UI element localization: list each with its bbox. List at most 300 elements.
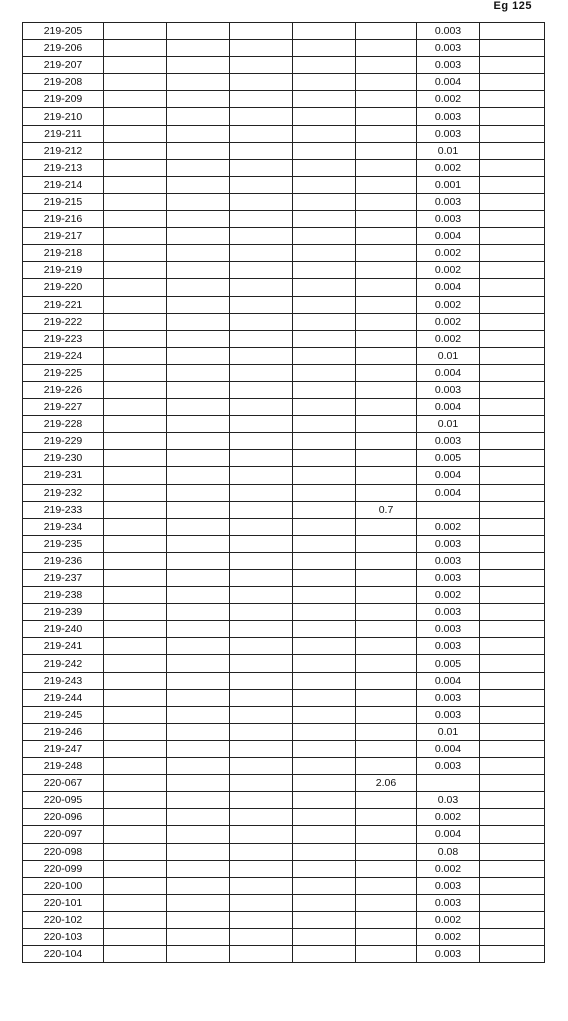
- empty-cell: [104, 638, 167, 655]
- sample-id-cell: 219-215: [23, 193, 104, 210]
- value-cell-col6: [356, 946, 417, 963]
- table-row: [23, 689, 545, 706]
- empty-cell: [104, 176, 167, 193]
- value-cell-col7: 0.003: [417, 108, 480, 125]
- value-cell-col7: 0.004: [417, 228, 480, 245]
- empty-cell: [104, 74, 167, 91]
- value-cell-col6: [356, 433, 417, 450]
- empty-cell: [167, 330, 230, 347]
- empty-cell: [293, 775, 356, 792]
- empty-cell: [480, 740, 545, 757]
- data-table: [22, 22, 545, 963]
- empty-cell: [167, 843, 230, 860]
- empty-cell: [230, 877, 293, 894]
- sample-id-cell: 219-221: [23, 296, 104, 313]
- empty-cell: [480, 587, 545, 604]
- value-cell-col6: [356, 381, 417, 398]
- sample-id-cell: 219-206: [23, 40, 104, 57]
- empty-cell: [104, 911, 167, 928]
- empty-cell: [293, 142, 356, 159]
- table-row: [23, 723, 545, 740]
- empty-cell: [167, 723, 230, 740]
- empty-cell: [167, 775, 230, 792]
- table-row: [23, 877, 545, 894]
- empty-cell: [293, 655, 356, 672]
- empty-cell: [104, 40, 167, 57]
- table-row: [23, 928, 545, 945]
- empty-cell: [167, 193, 230, 210]
- value-cell-col6: [356, 638, 417, 655]
- empty-cell: [104, 672, 167, 689]
- empty-cell: [230, 176, 293, 193]
- value-cell-col7: 0.01: [417, 723, 480, 740]
- empty-cell: [480, 245, 545, 262]
- empty-cell: [104, 159, 167, 176]
- table-row: [23, 330, 545, 347]
- empty-cell: [230, 587, 293, 604]
- empty-cell: [104, 775, 167, 792]
- table-row: [23, 758, 545, 775]
- value-cell-col6: [356, 740, 417, 757]
- empty-cell: [480, 347, 545, 364]
- empty-cell: [230, 775, 293, 792]
- empty-cell: [230, 347, 293, 364]
- empty-cell: [104, 313, 167, 330]
- empty-cell: [230, 91, 293, 108]
- empty-cell: [480, 911, 545, 928]
- value-cell-col7: 0.004: [417, 740, 480, 757]
- empty-cell: [230, 689, 293, 706]
- empty-cell: [167, 347, 230, 364]
- value-cell-col7: 0.002: [417, 928, 480, 945]
- value-cell-col7: 0.002: [417, 91, 480, 108]
- empty-cell: [104, 826, 167, 843]
- empty-cell: [480, 758, 545, 775]
- value-cell-col6: [356, 843, 417, 860]
- empty-cell: [293, 689, 356, 706]
- table-row: [23, 381, 545, 398]
- sample-id-cell: 219-205: [23, 23, 104, 40]
- empty-cell: [293, 330, 356, 347]
- value-cell-col6: [356, 758, 417, 775]
- table-row: [23, 296, 545, 313]
- empty-cell: [104, 91, 167, 108]
- value-cell-col6: [356, 792, 417, 809]
- empty-cell: [104, 399, 167, 416]
- empty-cell: [230, 535, 293, 552]
- table-row: [23, 159, 545, 176]
- empty-cell: [167, 228, 230, 245]
- sample-id-cell: 220-101: [23, 894, 104, 911]
- sample-id-cell: 219-243: [23, 672, 104, 689]
- empty-cell: [167, 91, 230, 108]
- empty-cell: [104, 843, 167, 860]
- empty-cell: [230, 484, 293, 501]
- sample-id-cell: 219-214: [23, 176, 104, 193]
- empty-cell: [480, 775, 545, 792]
- empty-cell: [480, 364, 545, 381]
- table-row: [23, 946, 545, 963]
- value-cell-col7: 0.01: [417, 347, 480, 364]
- empty-cell: [104, 518, 167, 535]
- sample-id-cell: 219-220: [23, 279, 104, 296]
- value-cell-col7: 0.002: [417, 245, 480, 262]
- empty-cell: [480, 860, 545, 877]
- empty-cell: [480, 416, 545, 433]
- table-row: [23, 57, 545, 74]
- empty-cell: [293, 552, 356, 569]
- empty-cell: [293, 928, 356, 945]
- value-cell-col6: [356, 74, 417, 91]
- empty-cell: [293, 672, 356, 689]
- empty-cell: [293, 621, 356, 638]
- value-cell-col6: [356, 91, 417, 108]
- table-row: [23, 775, 545, 792]
- value-cell-col7: 0.002: [417, 587, 480, 604]
- value-cell-col6: [356, 193, 417, 210]
- empty-cell: [293, 740, 356, 757]
- empty-cell: [230, 364, 293, 381]
- empty-cell: [293, 809, 356, 826]
- table-row: [23, 706, 545, 723]
- empty-cell: [480, 279, 545, 296]
- value-cell-col6: [356, 176, 417, 193]
- empty-cell: [167, 501, 230, 518]
- value-cell-col7: 0.01: [417, 142, 480, 159]
- empty-cell: [104, 279, 167, 296]
- empty-cell: [293, 843, 356, 860]
- empty-cell: [167, 416, 230, 433]
- empty-cell: [230, 860, 293, 877]
- empty-cell: [480, 621, 545, 638]
- value-cell-col7: 0.002: [417, 296, 480, 313]
- value-cell-col7: 0.01: [417, 416, 480, 433]
- value-cell-col7: 0.002: [417, 262, 480, 279]
- empty-cell: [167, 621, 230, 638]
- empty-cell: [104, 262, 167, 279]
- empty-cell: [167, 809, 230, 826]
- empty-cell: [167, 245, 230, 262]
- empty-cell: [167, 211, 230, 228]
- table-row: [23, 860, 545, 877]
- empty-cell: [230, 381, 293, 398]
- value-cell-col7: 0.002: [417, 330, 480, 347]
- empty-cell: [480, 809, 545, 826]
- empty-cell: [293, 758, 356, 775]
- empty-cell: [480, 57, 545, 74]
- empty-cell: [230, 23, 293, 40]
- empty-cell: [480, 108, 545, 125]
- value-cell-col7: 0.004: [417, 399, 480, 416]
- empty-cell: [167, 518, 230, 535]
- empty-cell: [104, 296, 167, 313]
- table-row: [23, 364, 545, 381]
- empty-cell: [230, 758, 293, 775]
- empty-cell: [230, 928, 293, 945]
- value-cell-col7: [417, 775, 480, 792]
- value-cell-col6: [356, 467, 417, 484]
- empty-cell: [230, 142, 293, 159]
- table-row: [23, 211, 545, 228]
- empty-cell: [480, 501, 545, 518]
- empty-cell: [167, 792, 230, 809]
- empty-cell: [167, 604, 230, 621]
- empty-cell: [230, 638, 293, 655]
- empty-cell: [293, 911, 356, 928]
- empty-cell: [104, 877, 167, 894]
- sample-id-cell: 219-232: [23, 484, 104, 501]
- empty-cell: [293, 279, 356, 296]
- empty-cell: [230, 723, 293, 740]
- empty-cell: [230, 108, 293, 125]
- empty-cell: [293, 518, 356, 535]
- value-cell-col6: [356, 211, 417, 228]
- value-cell-col7: 0.003: [417, 535, 480, 552]
- empty-cell: [230, 228, 293, 245]
- sample-id-cell: 219-245: [23, 706, 104, 723]
- empty-cell: [480, 433, 545, 450]
- empty-cell: [230, 57, 293, 74]
- empty-cell: [480, 74, 545, 91]
- value-cell-col6: [356, 552, 417, 569]
- empty-cell: [230, 433, 293, 450]
- empty-cell: [167, 176, 230, 193]
- empty-cell: [293, 245, 356, 262]
- value-cell-col7: 0.002: [417, 911, 480, 928]
- value-cell-col7: 0.001: [417, 176, 480, 193]
- sample-id-cell: 219-248: [23, 758, 104, 775]
- empty-cell: [480, 672, 545, 689]
- empty-cell: [167, 364, 230, 381]
- empty-cell: [230, 74, 293, 91]
- empty-cell: [293, 860, 356, 877]
- value-cell-col6: [356, 125, 417, 142]
- empty-cell: [293, 211, 356, 228]
- empty-cell: [480, 91, 545, 108]
- empty-cell: [480, 193, 545, 210]
- sample-id-cell: 220-100: [23, 877, 104, 894]
- empty-cell: [480, 313, 545, 330]
- table-row: [23, 894, 545, 911]
- empty-cell: [167, 911, 230, 928]
- table-row: [23, 228, 545, 245]
- empty-cell: [293, 108, 356, 125]
- empty-cell: [104, 245, 167, 262]
- empty-cell: [104, 621, 167, 638]
- empty-cell: [293, 826, 356, 843]
- sample-id-cell: 219-210: [23, 108, 104, 125]
- table-row: [23, 313, 545, 330]
- empty-cell: [167, 535, 230, 552]
- value-cell-col6: [356, 655, 417, 672]
- sample-id-cell: 219-241: [23, 638, 104, 655]
- empty-cell: [480, 706, 545, 723]
- empty-cell: [293, 877, 356, 894]
- table-row: [23, 655, 545, 672]
- value-cell-col7: 0.003: [417, 946, 480, 963]
- value-cell-col6: [356, 518, 417, 535]
- empty-cell: [293, 467, 356, 484]
- empty-cell: [167, 552, 230, 569]
- value-cell-col7: 0.003: [417, 552, 480, 569]
- empty-cell: [293, 792, 356, 809]
- empty-cell: [104, 894, 167, 911]
- table-row: [23, 604, 545, 621]
- empty-cell: [480, 228, 545, 245]
- empty-cell: [167, 877, 230, 894]
- empty-cell: [293, 604, 356, 621]
- table-row: [23, 621, 545, 638]
- empty-cell: [167, 74, 230, 91]
- value-cell-col6: [356, 911, 417, 928]
- empty-cell: [480, 484, 545, 501]
- value-cell-col6: [356, 228, 417, 245]
- sample-id-cell: 220-103: [23, 928, 104, 945]
- empty-cell: [104, 587, 167, 604]
- empty-cell: [104, 193, 167, 210]
- empty-cell: [293, 296, 356, 313]
- value-cell-col7: 0.002: [417, 159, 480, 176]
- empty-cell: [230, 159, 293, 176]
- empty-cell: [230, 740, 293, 757]
- empty-cell: [167, 296, 230, 313]
- empty-cell: [167, 655, 230, 672]
- empty-cell: [230, 330, 293, 347]
- empty-cell: [104, 501, 167, 518]
- value-cell-col7: 0.002: [417, 860, 480, 877]
- empty-cell: [480, 450, 545, 467]
- table-row: [23, 467, 545, 484]
- table-row: [23, 911, 545, 928]
- value-cell-col7: [417, 501, 480, 518]
- table-row: [23, 552, 545, 569]
- value-cell-col6: 2.06: [356, 775, 417, 792]
- table-row: [23, 587, 545, 604]
- empty-cell: [230, 40, 293, 57]
- empty-cell: [104, 758, 167, 775]
- sample-id-cell: 219-237: [23, 570, 104, 587]
- sample-id-cell: 219-228: [23, 416, 104, 433]
- empty-cell: [480, 877, 545, 894]
- empty-cell: [480, 467, 545, 484]
- empty-cell: [167, 159, 230, 176]
- empty-cell: [104, 723, 167, 740]
- empty-cell: [104, 381, 167, 398]
- table-row: [23, 450, 545, 467]
- empty-cell: [230, 262, 293, 279]
- value-cell-col6: [356, 262, 417, 279]
- sample-id-cell: 219-231: [23, 467, 104, 484]
- table-row: [23, 416, 545, 433]
- empty-cell: [293, 23, 356, 40]
- empty-cell: [230, 894, 293, 911]
- sample-id-cell: 219-218: [23, 245, 104, 262]
- empty-cell: [167, 672, 230, 689]
- empty-cell: [480, 330, 545, 347]
- empty-cell: [293, 228, 356, 245]
- sample-id-cell: 219-238: [23, 587, 104, 604]
- empty-cell: [480, 40, 545, 57]
- value-cell-col6: [356, 296, 417, 313]
- empty-cell: [293, 535, 356, 552]
- value-cell-col6: [356, 570, 417, 587]
- empty-cell: [230, 125, 293, 142]
- value-cell-col6: [356, 364, 417, 381]
- empty-cell: [104, 946, 167, 963]
- empty-cell: [104, 142, 167, 159]
- sample-id-cell: 219-217: [23, 228, 104, 245]
- sample-id-cell: 219-209: [23, 91, 104, 108]
- empty-cell: [480, 399, 545, 416]
- empty-cell: [480, 211, 545, 228]
- value-cell-col6: [356, 706, 417, 723]
- empty-cell: [104, 706, 167, 723]
- sample-id-cell: 219-216: [23, 211, 104, 228]
- sample-id-cell: 219-235: [23, 535, 104, 552]
- table-row: [23, 125, 545, 142]
- value-cell-col6: [356, 40, 417, 57]
- empty-cell: [293, 381, 356, 398]
- empty-cell: [293, 894, 356, 911]
- value-cell-col7: 0.004: [417, 467, 480, 484]
- empty-cell: [167, 108, 230, 125]
- table-row: [23, 347, 545, 364]
- empty-cell: [104, 108, 167, 125]
- sample-id-cell: 220-095: [23, 792, 104, 809]
- page-label: Eg 125: [493, 0, 532, 12]
- value-cell-col7: 0.003: [417, 894, 480, 911]
- table-row: [23, 638, 545, 655]
- table-row: [23, 40, 545, 57]
- value-cell-col6: [356, 245, 417, 262]
- empty-cell: [167, 313, 230, 330]
- empty-cell: [293, 433, 356, 450]
- empty-cell: [104, 604, 167, 621]
- empty-cell: [230, 296, 293, 313]
- empty-cell: [293, 450, 356, 467]
- empty-cell: [293, 501, 356, 518]
- empty-cell: [293, 40, 356, 57]
- table-row: [23, 518, 545, 535]
- empty-cell: [480, 723, 545, 740]
- empty-cell: [230, 245, 293, 262]
- empty-cell: [104, 809, 167, 826]
- sample-id-cell: 219-211: [23, 125, 104, 142]
- empty-cell: [480, 894, 545, 911]
- empty-cell: [167, 638, 230, 655]
- empty-cell: [230, 946, 293, 963]
- value-cell-col7: 0.03: [417, 792, 480, 809]
- sample-id-cell: 219-212: [23, 142, 104, 159]
- value-cell-col6: [356, 826, 417, 843]
- empty-cell: [480, 176, 545, 193]
- table-row: [23, 245, 545, 262]
- value-cell-col6: [356, 877, 417, 894]
- value-cell-col6: 0.7: [356, 501, 417, 518]
- empty-cell: [167, 450, 230, 467]
- sample-id-cell: 219-244: [23, 689, 104, 706]
- value-cell-col7: 0.003: [417, 193, 480, 210]
- sample-id-cell: 219-208: [23, 74, 104, 91]
- value-cell-col6: [356, 894, 417, 911]
- table-row: [23, 433, 545, 450]
- empty-cell: [480, 570, 545, 587]
- empty-cell: [104, 364, 167, 381]
- empty-cell: [230, 570, 293, 587]
- empty-cell: [293, 570, 356, 587]
- empty-cell: [230, 809, 293, 826]
- value-cell-col7: 0.003: [417, 604, 480, 621]
